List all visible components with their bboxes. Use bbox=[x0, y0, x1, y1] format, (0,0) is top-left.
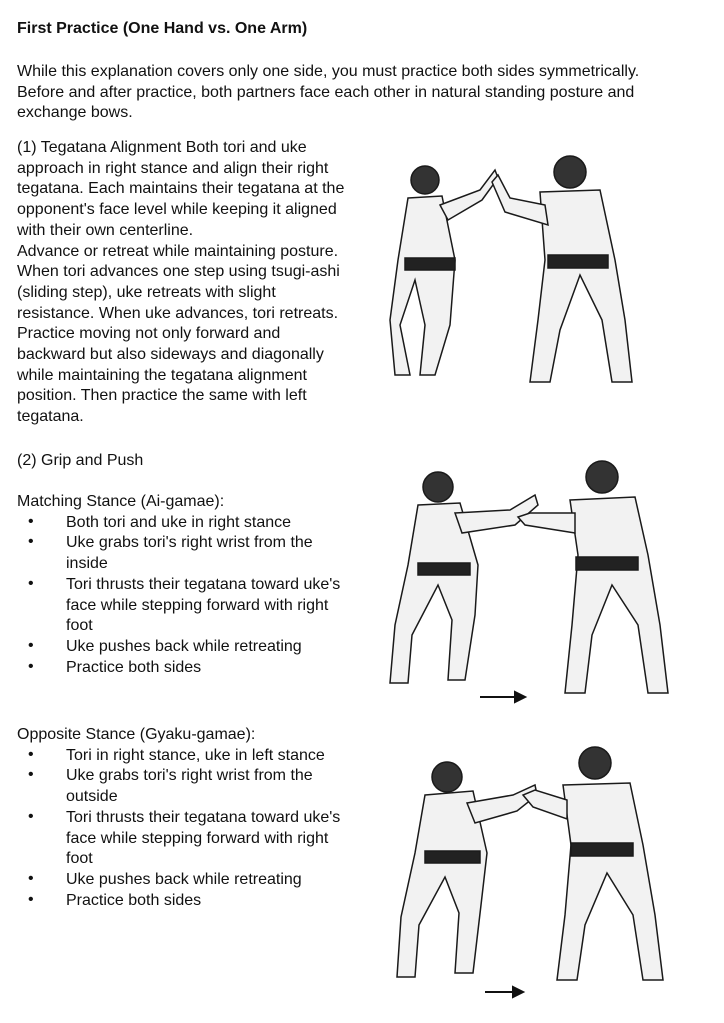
bullet-icon: • bbox=[28, 745, 34, 763]
section1-line: tegatana. Each maintains their tegatana at the bbox=[17, 180, 345, 198]
bullet-icon: • bbox=[28, 636, 34, 654]
photo-gyakugamae-grip bbox=[385, 745, 670, 1000]
section1-line: position. Then practice the same with left bbox=[17, 387, 307, 405]
list-item-text: foot bbox=[66, 850, 93, 868]
list-item-text: Tori in right stance, uke in left stance bbox=[66, 746, 325, 764]
section1-line: with their own centerline. bbox=[17, 221, 194, 239]
list-item-text: Both tori and uke in right stance bbox=[66, 513, 292, 531]
list-item-text: inside bbox=[66, 555, 108, 573]
uke-figure bbox=[492, 156, 632, 382]
list-item-text: face while stepping forward with right bbox=[66, 829, 329, 847]
bullet-icon: • bbox=[28, 869, 34, 887]
tori-figure bbox=[390, 472, 538, 683]
photo-tegatana-alignment bbox=[380, 150, 650, 395]
section1-line: When tori advances one step using tsugi-ashi bbox=[17, 263, 340, 281]
section1-line: Advance or retreat while maintaining posture. bbox=[17, 242, 339, 260]
bullet-icon: • bbox=[28, 890, 34, 908]
tori-figure bbox=[390, 166, 498, 375]
list-item-text: face while stepping forward with right bbox=[66, 596, 329, 614]
list-item-text: foot bbox=[66, 617, 93, 635]
intro-line-3: exchange bows. bbox=[17, 104, 133, 122]
list-item-text: Uke pushes back while retreating bbox=[66, 870, 302, 888]
list-item-text: Uke pushes back while retreating bbox=[66, 637, 302, 655]
bullet-icon: • bbox=[28, 574, 34, 592]
section1-line: opponent's face level while keeping it aligned bbox=[17, 201, 337, 219]
section1-line: tegatana. bbox=[17, 408, 84, 426]
list-item-text: Uke grabs tori's right wrist from the bbox=[66, 767, 313, 785]
section1-line: while maintaining the tegatana alignment bbox=[17, 366, 307, 384]
list-item-text: Uke grabs tori's right wrist from the bbox=[66, 534, 313, 552]
section1-line: Practice moving not only forward and bbox=[17, 325, 281, 343]
section2-title: (2) Grip and Push bbox=[17, 452, 144, 469]
arrow-icon bbox=[480, 692, 525, 702]
intro-line-1: While this explanation covers only one side, you must practice both sides symmetrically. bbox=[17, 63, 640, 80]
photo-aigamae-grip bbox=[380, 455, 675, 705]
bullet-icon: • bbox=[28, 657, 34, 675]
section1-line: resistance. When uke advances, tori retreats. bbox=[17, 304, 339, 322]
uke-figure bbox=[523, 747, 663, 980]
bullet-icon: • bbox=[28, 807, 34, 825]
list-item-text: Practice both sides bbox=[66, 891, 202, 909]
section1-line: (sliding step), uke retreats with slight bbox=[17, 283, 276, 301]
list-item-text: Practice both sides bbox=[66, 658, 202, 676]
section1-line: backward but also sideways and diagonally bbox=[17, 346, 324, 363]
bullet-icon: • bbox=[28, 512, 34, 530]
section1-line: (1) Tegatana Alignment Both tori and uke bbox=[17, 139, 307, 156]
list-item-text: Tori thrusts their tegatana toward uke's bbox=[66, 575, 341, 593]
list-item-text: Tori thrusts their tegatana toward uke's bbox=[66, 808, 341, 826]
aigamae-heading: Matching Stance (Ai-gamae): bbox=[17, 493, 225, 510]
page-title: First Practice (One Hand vs. One Arm) bbox=[17, 20, 308, 37]
arrow-icon bbox=[485, 987, 523, 997]
tori-figure bbox=[397, 762, 537, 977]
section1-line: approach in right stance and align their right bbox=[17, 159, 329, 177]
list-item-text: outside bbox=[66, 788, 118, 806]
bullet-icon: • bbox=[28, 766, 34, 784]
bullet-icon: • bbox=[28, 533, 34, 551]
uke-figure bbox=[518, 461, 668, 693]
gyakugamae-heading: Opposite Stance (Gyaku-gamae): bbox=[17, 726, 256, 743]
intro-line-2: Before and after practice, both partners face each other in natural standing posture and bbox=[17, 83, 635, 101]
